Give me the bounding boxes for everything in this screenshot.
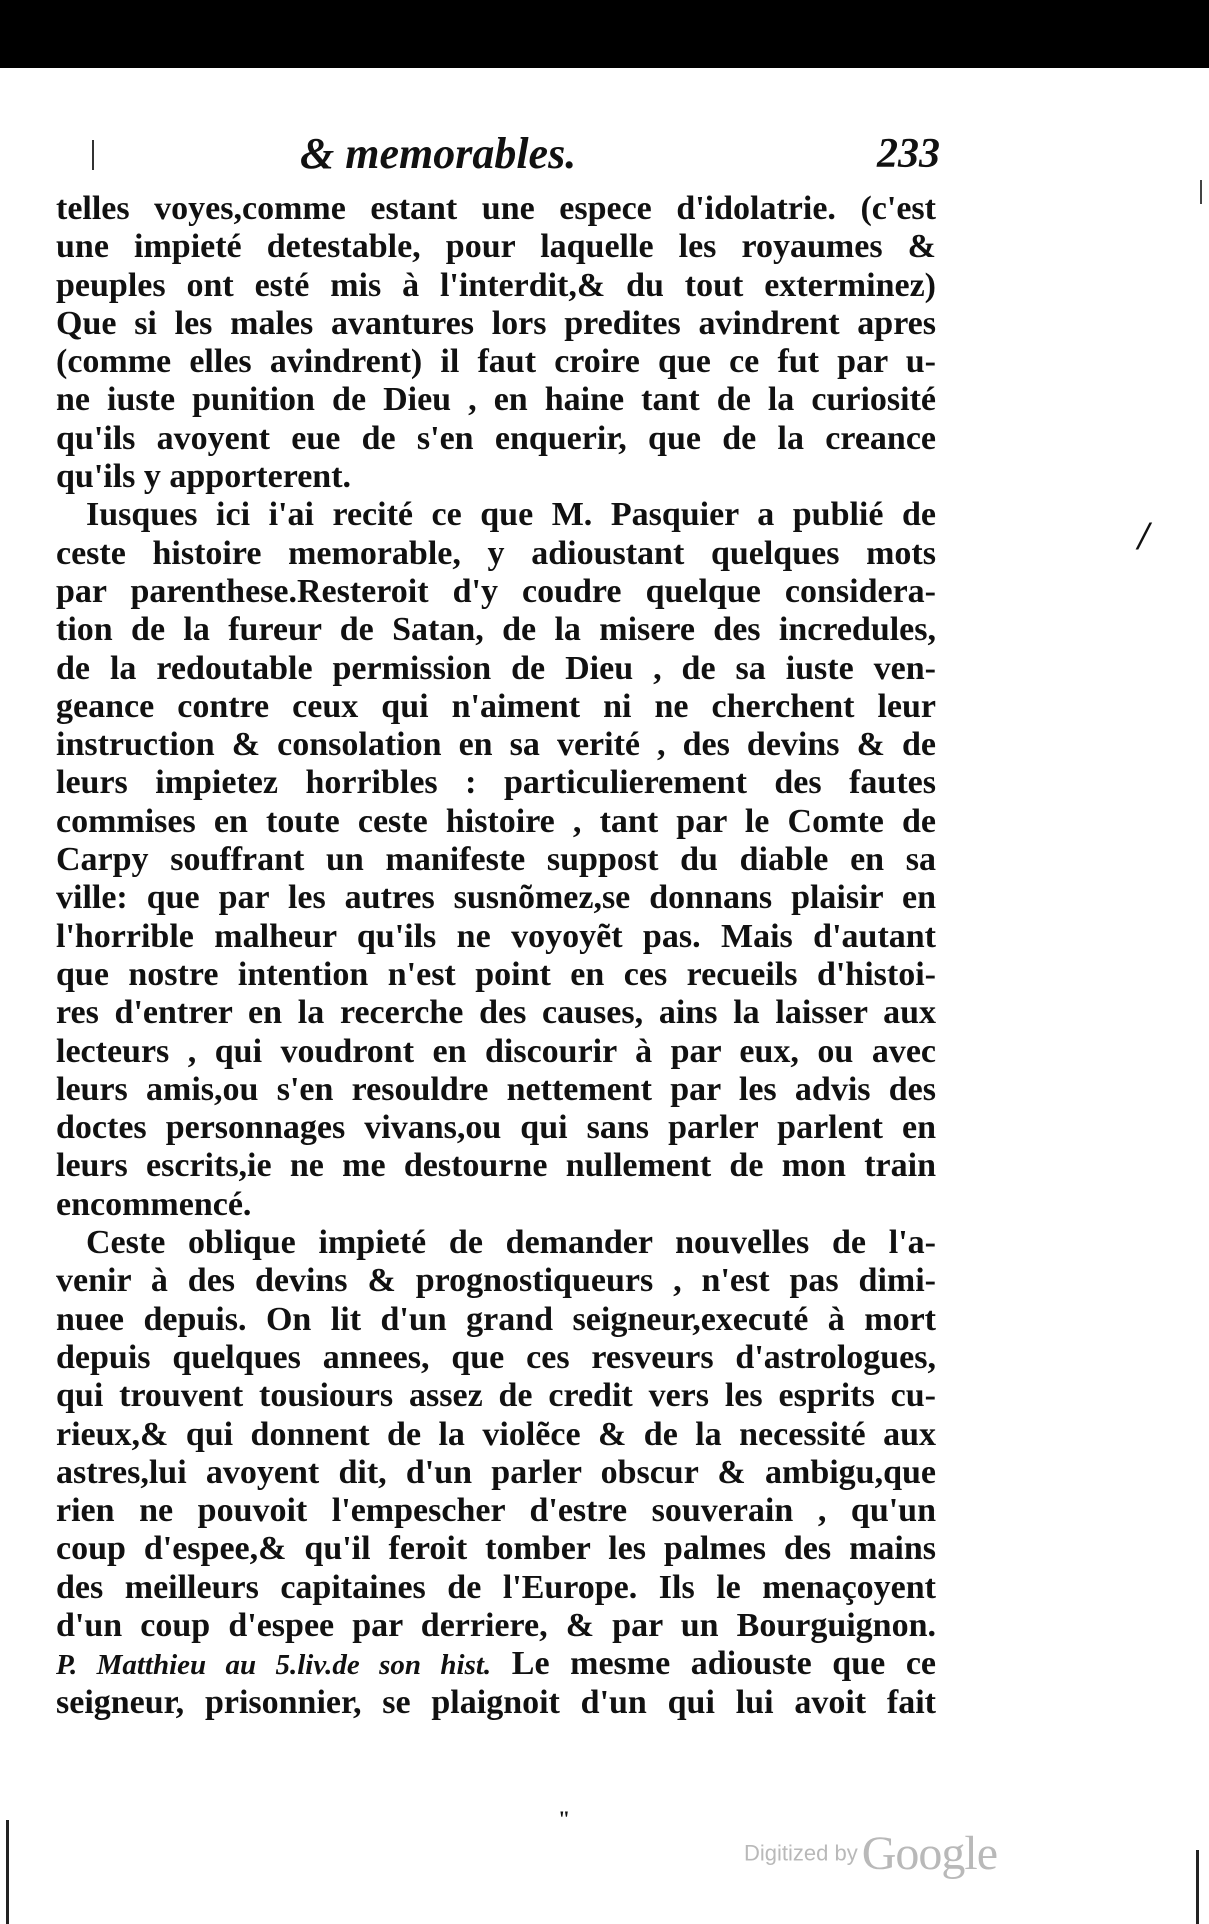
scan-edge-right (1196, 1850, 1199, 1924)
text-line: des meilleurs capitaines de l'Europe. Ils le menaçoyent (56, 1568, 936, 1606)
text-line: astres,lui avoyent dit, d'un parler obscur & ambigu,que (56, 1453, 936, 1491)
page-number: 233 (877, 131, 940, 177)
text-line: peuples ont esté mis à l'interdit,& du tout exterminez) (56, 266, 936, 304)
text-line: instruction & consolation en sa verité , des devins & de (56, 726, 936, 764)
text-line: par parenthese.Resteroit d'y coudre quelque considera- (56, 572, 936, 610)
text-line: encommencé. (56, 1185, 252, 1223)
text-line: res d'entrer en la recerche des causes, ains la laisser aux (56, 994, 936, 1032)
text-line: ceste histoire memorable, y adioustant quelques mots (56, 534, 936, 572)
text-line: doctes personnages vivans,ou qui sans parler parlent en (56, 1109, 936, 1147)
text-line: d'un coup d'espee par derriere, & par un Bourguignon. (56, 1606, 936, 1644)
page-body (56, 190, 936, 1722)
scan-edge-left (6, 1820, 9, 1924)
text-fragment: Le mesme adiouste que ce (491, 1645, 936, 1683)
page-header (60, 128, 940, 188)
signature-mark: " (558, 1806, 571, 1831)
watermark-digitized-by: Digitized by (744, 1840, 858, 1866)
text-line: ville: que par les autres susnõmez,se donnans plaisir en (56, 879, 936, 917)
text-line: qu'ils y apporterent. (56, 458, 352, 496)
scan-border-top (0, 0, 1209, 68)
text-line: seigneur, prisonnier, se plaignoit d'un qui lui avoit fait (56, 1683, 936, 1721)
text-line: Carpy souffrant un manifeste suppost du diable en sa (56, 841, 936, 879)
text-line: commises en toute ceste histoire , tant par le Comte de (56, 802, 936, 840)
paragraph-start-line: Ceste oblique impieté de demander nouvelles de l'a- (86, 1224, 936, 1262)
text-line-with-note (56, 1645, 936, 1683)
text-line: Que si les males avantures lors predites avindrent apres (56, 304, 936, 342)
text-line: lecteurs , qui voudront en discourir à par eux, ou avec (56, 1032, 936, 1070)
text-line: nuee depuis. On lit d'un grand seigneur,executé à mort (56, 1300, 936, 1338)
text-line: que nostre intention n'est point en ces recueils d'histoi- (56, 955, 936, 993)
text-line: rien ne pouvoit l'empescher d'estre souverain , qu'un (56, 1492, 936, 1530)
text-line: leurs escrits,ie ne me destourne nullement de mon train (56, 1147, 936, 1185)
text-line: l'horrible malheur qu'ils ne voyoyẽt pas. Mais d'autant (56, 917, 936, 955)
text-line: telles voyes,comme estant une espece d'idolatrie. (c'est (56, 190, 936, 227)
text-line: leurs impietez horribles : particulierement des fautes (56, 764, 936, 802)
scan-artifact-right-tick (1200, 180, 1202, 204)
running-title: & memorables. (300, 129, 577, 178)
text-line: depuis quelques annees, que ces resveurs d'astrologues, (56, 1338, 936, 1376)
text-line: de la redoutable permission de Dieu , de sa iuste ven- (56, 649, 936, 687)
text-line: qui trouvent tousiours assez de credit vers les esprits cu- (56, 1377, 936, 1415)
text-line: (comme elles avindrent) il faut croire que ce fut par u- (56, 343, 936, 381)
text-line: coup d'espee,& qu'il feroit tomber les palmes des mains (56, 1530, 936, 1568)
text-line: tion de la fureur de Satan, de la misere des incredules, (56, 611, 936, 649)
google-logo: Google (861, 1827, 998, 1880)
text-line: venir à des devins & prognostiqueurs , n'est pas dimi- (56, 1262, 936, 1300)
text-line: geance contre ceux qui n'aiment ni ne cherchent leur (56, 687, 936, 725)
text-line: une impieté detestable, pour laquelle les royaumes & (56, 228, 936, 266)
google-watermark (744, 1826, 997, 1881)
paragraph-start-line: Iusques ici i'ai recité ce que M. Pasquier a publié de (86, 496, 936, 534)
marginal-note: P. Matthieu au 5.liv.de son hist. (56, 1649, 492, 1682)
text-line: ne iuste punition de Dieu , en haine tant de la curiosité (56, 381, 936, 419)
text-line: qu'ils avoyent eue de s'en enquerir, que de la creance (56, 419, 936, 457)
text-line: leurs amis,ou s'en resouldre nettement par les advis des (56, 1070, 936, 1108)
text-line: rieux,& qui donnent de la violẽce & de la necessité aux (56, 1415, 936, 1453)
margin-mark: / (1138, 513, 1150, 558)
